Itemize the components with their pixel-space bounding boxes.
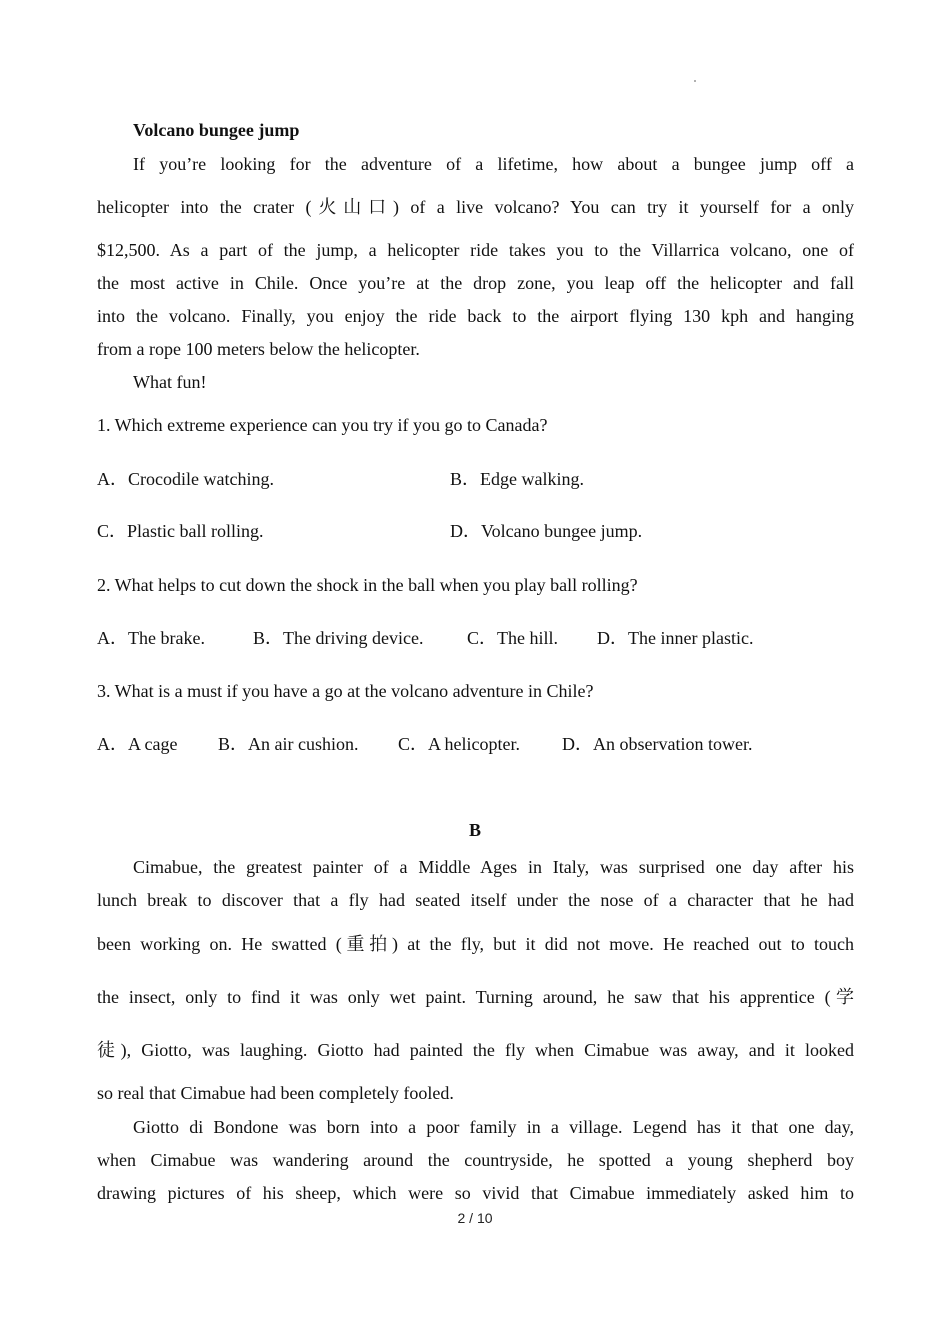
paragraph-line: drawing pictures of his sheep, which were so vivid that Cimabue immediately asked him to: [97, 1183, 854, 1203]
question-stem: 3. What is a must if you have a go at the volcano adventure in Chile?: [97, 681, 594, 701]
paragraph-line: Cimabue, the greatest painter of a Middle Ages in Italy, was surprised one day after his: [133, 857, 854, 877]
paragraph-line: been working on. He swatted (重拍) at the fly, but it did not move. He reached out to touch: [97, 934, 854, 954]
page-number: 2 / 10: [457, 1210, 493, 1226]
question-option: D．Volcano bungee jump.: [450, 521, 643, 541]
question-option: A．A cage: [97, 734, 178, 754]
question-option: A．Crocodile watching.: [97, 469, 274, 489]
paragraph-line: into the volcano. Finally, you enjoy the ride back to the airport flying 130 kph and hanging: [97, 306, 854, 326]
question-option: B．An air cushion.: [218, 734, 359, 754]
question-stem: 2. What helps to cut down the shock in the ball when you play ball rolling?: [97, 575, 638, 595]
question-option: B．Edge walking.: [450, 469, 584, 489]
question-option: B．The driving device.: [253, 628, 424, 648]
question-stem: 1. Which extreme experience can you try if you go to Canada?: [97, 415, 548, 435]
question-option: C．A helicopter.: [398, 734, 520, 754]
paragraph-line: 徒), Giotto, was laughing. Giotto had painted the fly when Cimabue was away, and it looked: [97, 1040, 854, 1060]
question-option: A．The brake.: [97, 628, 205, 648]
paragraph-line: the most active in Chile. Once you’re at the drop zone, you leap off the helicopter and fall: [97, 273, 854, 293]
question-option: C．Plastic ball rolling.: [97, 521, 264, 541]
question-option: D．An observation tower.: [562, 734, 753, 754]
paragraph-line: when Cimabue was wandering around the countryside, he spotted a young shepherd boy: [97, 1150, 854, 1170]
paragraph-line: Giotto di Bondone was born into a poor family in a village. Legend has it that one day,: [133, 1117, 854, 1137]
paragraph-line: lunch break to discover that a fly had seated itself under the nose of a character that he had: [97, 890, 854, 910]
section-title: Volcano bungee jump: [133, 120, 300, 140]
question-option: C．The hill.: [467, 628, 558, 648]
paragraph-line: $12,500. As a part of the jump, a helicopter ride takes you to the Villarrica volcano, one of: [97, 240, 854, 260]
paragraph-line: from a rope 100 meters below the helicopter.: [97, 339, 420, 359]
paragraph-line: helicopter into the crater (火山口) of a live volcano? You can try it yourself for a only: [97, 197, 854, 217]
scan-dot: [694, 80, 696, 82]
question-option: D．The inner plastic.: [597, 628, 754, 648]
section-heading: B: [468, 820, 481, 840]
paragraph-line: If you’re looking for the adventure of a lifetime, how about a bungee jump off a: [133, 154, 854, 174]
paragraph-line: the insect, only to find it was only wet paint. Turning around, he saw that his apprentice (学: [97, 987, 854, 1007]
paragraph-line: What fun!: [133, 372, 207, 392]
paragraph-line: so real that Cimabue had been completely fooled.: [97, 1083, 454, 1103]
